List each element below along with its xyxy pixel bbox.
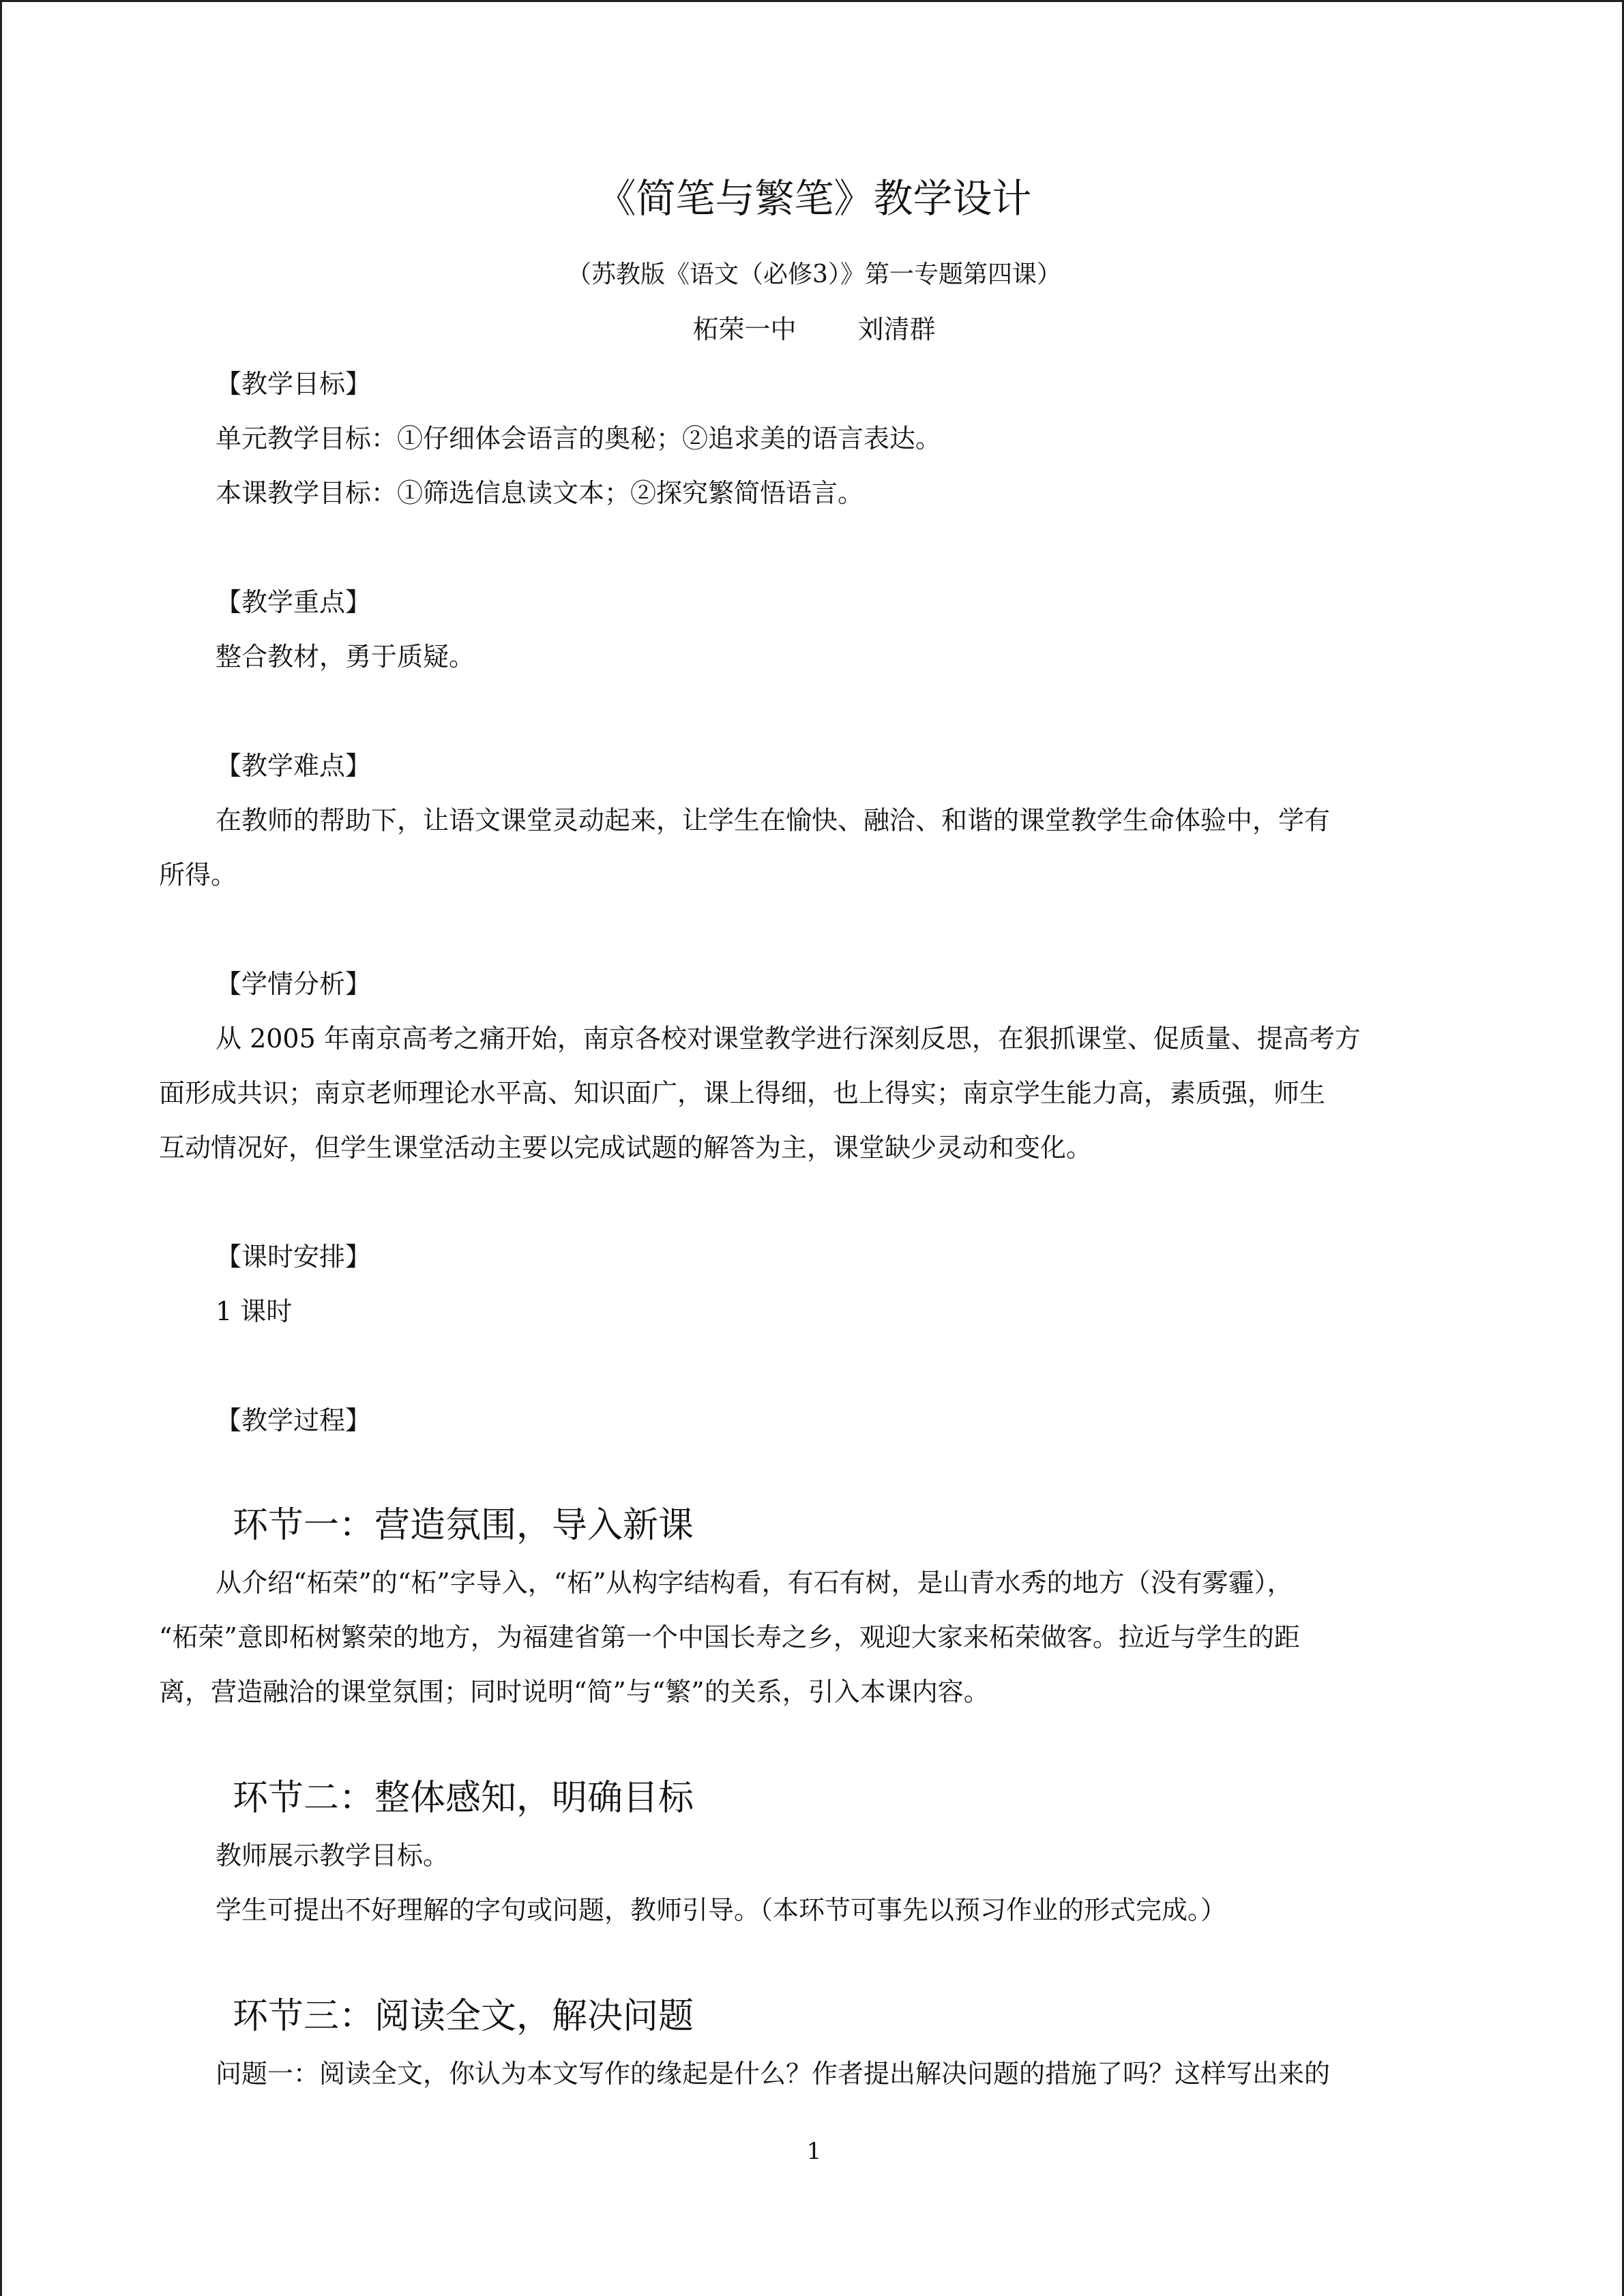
focus-text: 整合教材，勇于质疑。	[216, 642, 475, 672]
section-heading-difficulty: 【教学难点】	[216, 751, 372, 781]
lesson-goals-text: 本课教学目标：①筛选信息读文本；②探究繁简悟语言。	[216, 478, 864, 508]
step2-text-line: 学生可提出不好理解的字句或问题，教师引导。（本环节可事先以预习作业的形式完成。）	[216, 1895, 1227, 1925]
step1-text-line: 从介绍“柘荣”的“柘”字导入，“柘”从构字结构看，有石有树，是山青水秀的地方（没有雾霾），	[216, 1568, 1293, 1598]
author-line	[2, 310, 1624, 348]
author-school: 柘荣一中	[692, 314, 797, 344]
step1-text-line: 离，营造融洽的课堂氛围；同时说明“简”与“繁”的关系，引入本课内容。	[159, 1677, 990, 1707]
analysis-text-line: 面形成共识；南京老师理论水平高、知识面广，课上得细，也上得实；南京学生能力高，素质强，师生	[159, 1078, 1326, 1108]
difficulty-text-line: 在教师的帮助下，让语文课堂灵动起来，让学生在愉快、融洽、和谐的课堂教学生命体验中，学有	[216, 805, 1331, 835]
section-heading-process: 【教学过程】	[216, 1405, 372, 1435]
document-subtitle: （苏教版《语文（必修3）》第一专题第四课）	[567, 260, 1061, 288]
step2-text-line: 教师展示教学目标。	[216, 1840, 449, 1870]
section-heading-analysis: 【学情分析】	[216, 969, 372, 999]
schedule-text: 1 课时	[216, 1296, 293, 1326]
section-heading-goals: 【教学目标】	[216, 369, 372, 399]
analysis-text-line: 从 2005 年南京高考之痛开始，南京各校对课堂教学进行深刻反思，在狠抓课堂、促质量、提高考方	[216, 1024, 1361, 1054]
document-title: 《简笔与繁笔》教学设计	[596, 175, 1032, 222]
step3-text-line: 问题一：阅读全文，你认为本文写作的缘起是什么？作者提出解决问题的措施了吗？这样写出来的	[216, 2059, 1331, 2089]
unit-goals-text: 单元教学目标：①仔细体会语言的奥秘；②追求美的语言表达。	[216, 423, 942, 453]
difficulty-text-line: 所得。	[159, 860, 237, 890]
step-heading-2: 环节二：整体感知，明确目标	[233, 1778, 694, 1819]
step1-text-line: “柘荣”意即柘树繁荣的地方，为福建省第一个中国长寿之乡，观迎大家来柘荣做客。拉近与学生的距	[159, 1622, 1300, 1652]
page-number: 1	[806, 2138, 822, 2165]
analysis-text-line: 互动情况好，但学生课堂活动主要以完成试题的解答为主，课堂缺少灵动和变化。	[159, 1133, 1093, 1163]
section-heading-focus: 【教学重点】	[216, 587, 372, 617]
section-heading-schedule: 【课时安排】	[216, 1242, 372, 1272]
step-heading-1: 环节一：营造氛围，导入新课	[233, 1505, 694, 1546]
author-name: 刘清群	[857, 314, 936, 344]
step-heading-3: 环节三：阅读全文，解决问题	[233, 1996, 694, 2037]
